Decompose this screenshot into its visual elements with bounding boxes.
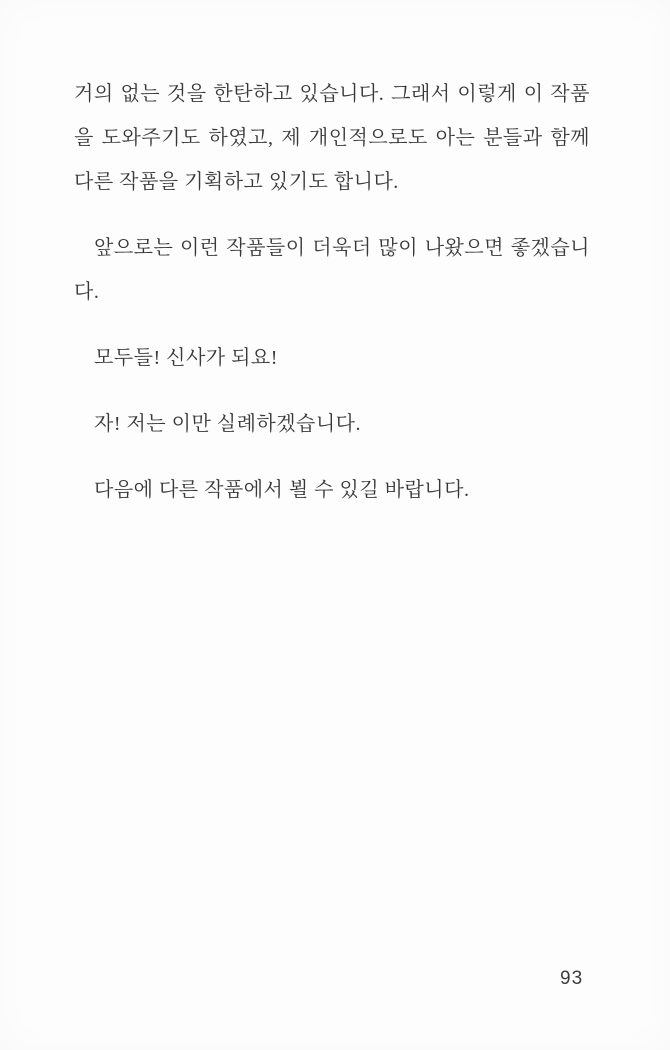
paragraph-1: 거의 없는 것을 한탄하고 있습니다. 그래서 이렇게 이 작품을 도와주기도 하였고, 제 개인적으로도 아는 분들과 함께 다른 작품을 기획하고 있기도 합니다. <box>74 83 590 193</box>
paragraph-3: 모두들! 신사가 되요! <box>94 347 278 369</box>
paragraph-5: 다음에 다른 작품에서 뵐 수 있길 바랍니다. <box>94 479 470 501</box>
paragraph-4: 자! 저는 이만 실례하겠습니다. <box>94 413 361 435</box>
body-text-block <box>74 72 590 534</box>
page-number: 93 <box>560 968 584 989</box>
paragraph-2: 앞으로는 이런 작품들이 더욱더 많이 나왔으면 좋겠습니다. <box>74 237 590 303</box>
